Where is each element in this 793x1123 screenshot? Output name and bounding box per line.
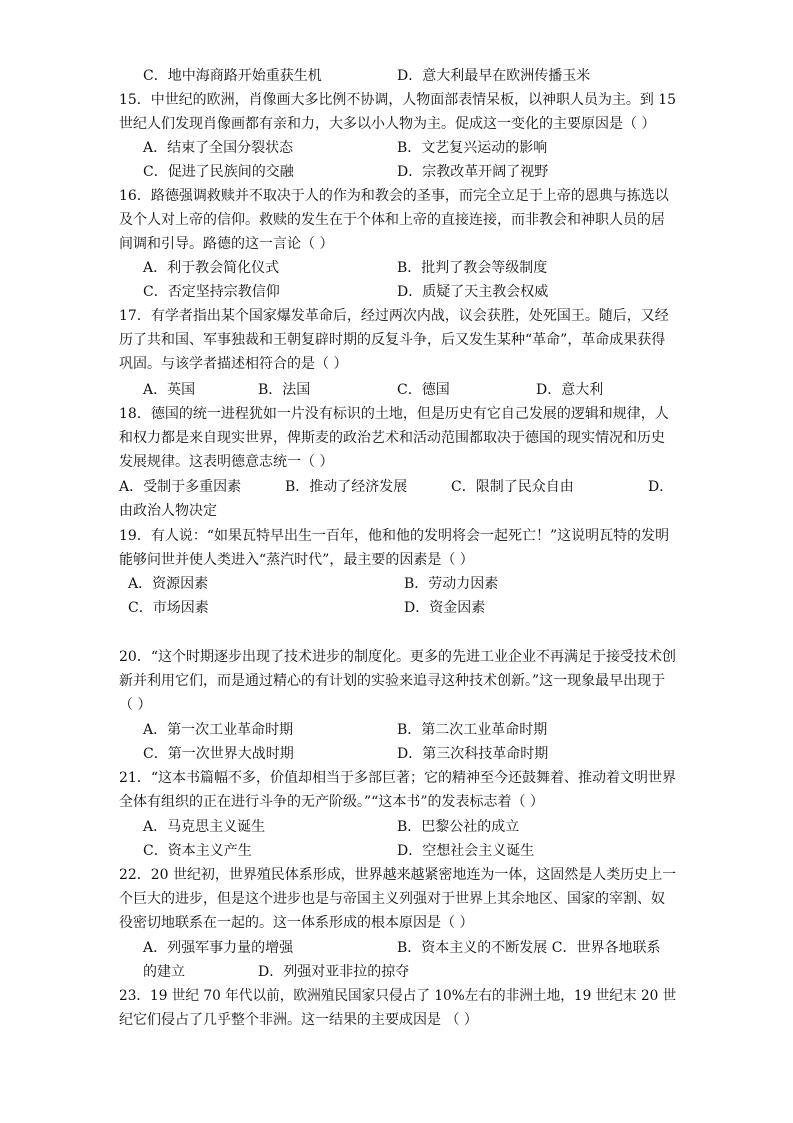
option-19-a: A．资源因素: [128, 576, 209, 592]
option-19-d: D．资金因素: [404, 600, 486, 616]
option-18-c: C．限制了民众自由: [451, 479, 574, 495]
question-23-line-2: 纪它们侵占了几乎整个非洲。这一结果的主要成因是 （ ）: [119, 1012, 478, 1028]
option-15-c: C．促进了民族间的交融: [143, 164, 294, 180]
question-20-line-3: （ ）: [119, 697, 152, 713]
option-21-d: D．空想社会主义诞生: [397, 843, 535, 859]
option-22-b-c: B．资本主义的不断发展 C．世界各地联系: [397, 940, 661, 956]
option-19-c: C．市场因素: [128, 600, 209, 616]
option-20-a: A．第一次工业革命时期: [143, 722, 294, 738]
option-20-b: B．第二次工业革命时期: [397, 722, 548, 738]
question-20-line-1: 20．“这个时期逐步出现了技术进步的制度化。更多的先进工业企业不再满足于接受技术创: [119, 649, 676, 665]
option-16-b: B．批判了教会等级制度: [397, 260, 548, 276]
question-22-line-3: 役密切地联系在一起的。这一体系形成的根本原因是（ ）: [119, 915, 474, 931]
question-23-line-1: 23．19 世纪 70 年代以前，欧洲殖民国家只侵占了 10%左右的非洲土地，19 世纪末 20 世: [119, 988, 677, 1004]
option-14-d: D．意大利最早在欧洲传播玉米: [397, 68, 591, 84]
option-19-b: B．劳动力因素: [404, 576, 499, 592]
question-22-line-2: 个巨大的进步，但是这个进步也是与帝国主义列强对于世界上其余地区、国家的宰割、奴: [119, 891, 665, 907]
option-16-c: C．否定坚持宗教信仰: [143, 284, 280, 300]
question-18-line-2: 和权力都是来自现实世界，俾斯麦的政治艺术和活动范围都取决于德国的现实情况和历史: [119, 430, 665, 446]
option-21-b: B．巴黎公社的成立: [397, 819, 520, 835]
option-16-a: A．利于教会简化仪式: [143, 260, 280, 276]
option-16-d: D．质疑了天主教会权威: [397, 284, 549, 300]
question-19-line-2: 能够问世并使人类进入“蒸汽时代”，最主要的因素是（ ）: [119, 552, 474, 568]
option-18-a: A．受制于多重因素: [119, 479, 242, 495]
option-15-a: A．结束了全国分裂状态: [143, 140, 294, 156]
question-19-line-1: 19．有人说：“如果瓦特早出生一百年，他和他的发明将会一起死亡！”这说明瓦特的发明: [119, 528, 670, 544]
question-16-line-2: 及个人对上帝的信仰。救赎的发生在于个体和上帝的直接连接，而非教会和神职人员的居: [119, 212, 665, 228]
question-17-line-3: 巩固。与该学者描述相符合的是（ ）: [119, 356, 348, 372]
question-17-line-1: 17．有学者指出某个国家爆发革命后，经过两次内战，议会获胜，处死国王。随后，又经: [119, 308, 669, 324]
option-17-d: D．意大利: [536, 382, 604, 398]
option-22-c-tail: 的建立: [143, 964, 185, 980]
question-16-line-3: 间调和引导。路德的这一言论（ ）: [119, 236, 334, 252]
question-18-line-1: 18．德国的统一进程犹如一片没有标识的土地，但是历史有它自己发展的逻辑和规律，人: [119, 406, 669, 422]
option-15-d: D．宗教改革开阔了视野: [397, 164, 549, 180]
question-21-line-1: 21．“这本书篇幅不多，价值却相当于多部巨著；它的精神至今还鼓舞着、推动着文明世界: [119, 770, 676, 786]
option-18-d-text: 由政治人物决定: [119, 503, 217, 519]
question-21-line-2: 全体有组织的正在进行斗争的无产阶级。”“这本书”的发表标志着（ ）: [119, 794, 544, 810]
question-18-line-3: 发展规律。这表明德意志统一（ ）: [119, 454, 334, 470]
option-21-a: A．马克思主义诞生: [143, 819, 266, 835]
option-18-b: B．推动了经济发展: [285, 479, 408, 495]
option-22-a: A．列强军事力量的增强: [143, 940, 294, 956]
option-18-d-label: D．: [648, 479, 674, 495]
question-22-line-1: 22．20 世纪初，世界殖民体系形成，世界越来越紧密地连为一体，这固然是人类历史上一: [119, 867, 677, 883]
option-14-c: C．地中海商路开始重获生机: [143, 68, 322, 84]
option-15-b: B．文艺复兴运动的影响: [397, 140, 548, 156]
option-21-c: C．资本主义产生: [143, 843, 252, 859]
question-16-line-1: 16．路德强调救赎并不取决于人的作为和教会的圣事，而完全立足于上帝的恩典与拣选以: [119, 188, 669, 204]
question-17-line-2: 历了共和国、军事独裁和王朝复辟时期的反复斗争，后又发生某种“革命”，革命成果获得: [119, 332, 666, 348]
question-15-line-1: 15．中世纪的欧洲，肖像画大多比例不协调，人物面部表情呆板，以神职人员为主。到 15: [119, 92, 677, 108]
question-15-line-2: 世纪人们发现肖像画都有亲和力，大多以小人物为主。促成这一变化的主要原因是（ ）: [119, 116, 656, 132]
option-22-d: D．列强对亚非拉的掠夺: [258, 964, 410, 980]
question-20-line-2: 新并利用它们，而是通过精心的有计划的实验来追寻这种技术创新。”这一现象最早出现于: [119, 673, 666, 689]
option-17-b: B．法国: [258, 382, 311, 398]
option-20-d: D．第三次科技革命时期: [397, 746, 549, 762]
option-20-c: C．第一次世界大战时期: [143, 746, 294, 762]
option-17-c: C．德国: [397, 382, 450, 398]
option-17-a: A．英国: [143, 382, 196, 398]
